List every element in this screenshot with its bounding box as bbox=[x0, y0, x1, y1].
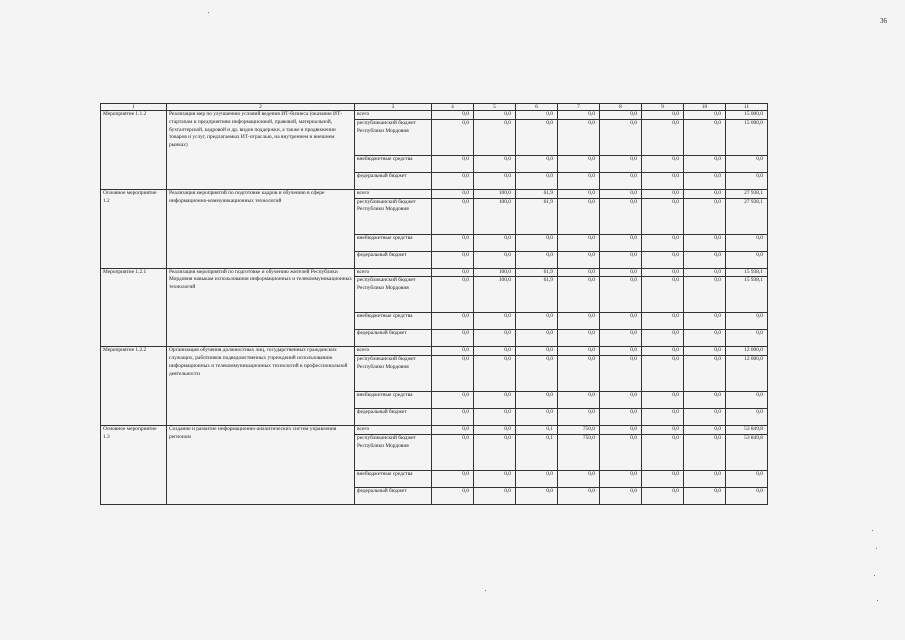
header-cell: 9 bbox=[642, 104, 684, 111]
amount-cell: 0,1 bbox=[516, 435, 558, 471]
amount-cell: 0,0 bbox=[474, 488, 516, 505]
amount-cell: 0,0 bbox=[726, 330, 768, 347]
amount-cell: 0,0 bbox=[642, 488, 684, 505]
amount-cell: 0,0 bbox=[642, 435, 684, 471]
amount-cell: 0,0 bbox=[516, 471, 558, 488]
table-body bbox=[101, 111, 768, 505]
amount-cell: 0,0 bbox=[684, 488, 726, 505]
amount-cell: 0,0 bbox=[558, 488, 600, 505]
amount-cell: 0,0 bbox=[684, 119, 726, 155]
amount-cell: 0,0 bbox=[558, 172, 600, 189]
amount-cell: 0,0 bbox=[474, 435, 516, 471]
page-number: 36 bbox=[880, 17, 887, 25]
amount-cell: 100,0 bbox=[474, 268, 516, 277]
amount-cell: 0,0 bbox=[600, 234, 642, 251]
amount-cell: 0,0 bbox=[726, 392, 768, 409]
measure-code: Мероприятие 1.2.2 bbox=[101, 347, 167, 426]
amount-cell: 0,0 bbox=[642, 330, 684, 347]
amount-cell: 15 000,0 bbox=[726, 111, 768, 120]
amount-cell: 100,0 bbox=[474, 277, 516, 313]
measure-name: Создание и развитие информационно-аналитических систем управления регионом bbox=[167, 426, 355, 505]
amount-cell: 0,0 bbox=[642, 471, 684, 488]
amount-cell: 0,0 bbox=[726, 155, 768, 172]
amount-cell: 0,0 bbox=[600, 435, 642, 471]
amount-cell: 0,0 bbox=[600, 471, 642, 488]
amount-cell: 0,0 bbox=[684, 111, 726, 120]
amount-cell: 61,9 bbox=[516, 268, 558, 277]
funding-source: внебюджетные средства bbox=[355, 313, 432, 330]
amount-cell: 0,0 bbox=[474, 347, 516, 356]
funding-source: внебюджетные средства bbox=[355, 471, 432, 488]
amount-cell: 0,0 bbox=[600, 392, 642, 409]
amount-cell: 0,0 bbox=[600, 347, 642, 356]
header-cell: 7 bbox=[558, 104, 600, 111]
amount-cell: 0,0 bbox=[726, 251, 768, 268]
amount-cell: 0,0 bbox=[600, 488, 642, 505]
scan-speck bbox=[485, 590, 486, 591]
amount-cell: 0,0 bbox=[600, 198, 642, 234]
header-cell: 5 bbox=[474, 104, 516, 111]
amount-cell: 0,0 bbox=[432, 119, 474, 155]
measure-code: Основное мероприятие 1.3 bbox=[101, 426, 167, 505]
amount-cell: 0,0 bbox=[684, 435, 726, 471]
amount-cell: 0,0 bbox=[474, 471, 516, 488]
amount-cell: 61,9 bbox=[516, 189, 558, 198]
amount-cell: 0,0 bbox=[684, 268, 726, 277]
amount-cell: 0,0 bbox=[642, 356, 684, 392]
amount-cell: 0,0 bbox=[642, 426, 684, 435]
scan-speck bbox=[874, 575, 875, 576]
amount-cell: 0,0 bbox=[474, 234, 516, 251]
amount-cell: 0,0 bbox=[642, 111, 684, 120]
amount-cell: 0,0 bbox=[474, 119, 516, 155]
amount-cell: 0,0 bbox=[684, 426, 726, 435]
amount-cell: 100,0 bbox=[474, 198, 516, 234]
amount-cell: 0,0 bbox=[516, 234, 558, 251]
header-cell: 4 bbox=[432, 104, 474, 111]
amount-cell: 0,0 bbox=[432, 189, 474, 198]
amount-cell: 0,0 bbox=[642, 189, 684, 198]
scan-speck bbox=[872, 530, 873, 531]
amount-cell: 0,0 bbox=[432, 111, 474, 120]
funding-source: федеральный бюджет bbox=[355, 172, 432, 189]
amount-cell: 0,0 bbox=[684, 234, 726, 251]
amount-cell: 0,0 bbox=[558, 409, 600, 426]
amount-cell: 0,0 bbox=[474, 426, 516, 435]
header-cell: 1 bbox=[101, 104, 167, 111]
amount-cell: 0,0 bbox=[558, 111, 600, 120]
amount-cell: 15 000,0 bbox=[726, 119, 768, 155]
budget-table bbox=[100, 103, 768, 505]
amount-cell: 0,0 bbox=[432, 471, 474, 488]
amount-cell: 0,0 bbox=[642, 313, 684, 330]
amount-cell: 0,0 bbox=[600, 111, 642, 120]
amount-cell: 15 938,1 bbox=[726, 268, 768, 277]
funding-source: внебюджетные средства bbox=[355, 392, 432, 409]
amount-cell: 0,0 bbox=[516, 155, 558, 172]
measure-name: Реализация мер по улучшению условий ведения ИТ-бизнеса (оказание ИТ-стартапам и предприятиям информационной, правовой, материальной, бухгалтерской, кадровой и др. видов поддержки, а также в продвижении товаров и услуг, предлагаемых ИТ-отраслью, на внутреннем и внешнем рынках) bbox=[167, 111, 355, 190]
funding-source: всего bbox=[355, 426, 432, 435]
amount-cell: 0,0 bbox=[684, 155, 726, 172]
amount-cell: 0,0 bbox=[684, 198, 726, 234]
amount-cell: 0,0 bbox=[726, 471, 768, 488]
amount-cell: 0,0 bbox=[600, 277, 642, 313]
measure-code: Мероприятие 1.2.1 bbox=[101, 268, 167, 347]
measure-code: Основное мероприятие 1.2 bbox=[101, 189, 167, 268]
amount-cell: 750,0 bbox=[558, 435, 600, 471]
funding-source: всего bbox=[355, 347, 432, 356]
amount-cell: 0,0 bbox=[684, 409, 726, 426]
amount-cell: 0,0 bbox=[432, 234, 474, 251]
amount-cell: 0,0 bbox=[516, 330, 558, 347]
amount-cell: 0,0 bbox=[432, 488, 474, 505]
measure-name: Реализация мероприятий по подготовке кадров и обучению в сфере информационно-коммуникационных технологий bbox=[167, 189, 355, 268]
amount-cell: 0,0 bbox=[726, 172, 768, 189]
amount-cell: 0,0 bbox=[600, 313, 642, 330]
amount-cell: 0,0 bbox=[432, 426, 474, 435]
amount-cell: 0,0 bbox=[516, 488, 558, 505]
amount-cell: 0,0 bbox=[432, 268, 474, 277]
amount-cell: 0,0 bbox=[558, 119, 600, 155]
funding-source: республиканский бюджет Республики Мордовия bbox=[355, 119, 432, 155]
funding-source: федеральный бюджет bbox=[355, 330, 432, 347]
header-row bbox=[101, 104, 768, 111]
amount-cell: 0,0 bbox=[642, 251, 684, 268]
amount-cell: 0,0 bbox=[474, 313, 516, 330]
amount-cell: 0,0 bbox=[558, 155, 600, 172]
amount-cell: 53 849,8 bbox=[726, 435, 768, 471]
amount-cell: 100,0 bbox=[474, 189, 516, 198]
amount-cell: 0,0 bbox=[726, 409, 768, 426]
scan-speck bbox=[877, 600, 878, 601]
amount-cell: 0,0 bbox=[558, 234, 600, 251]
amount-cell: 0,0 bbox=[642, 277, 684, 313]
amount-cell: 0,0 bbox=[432, 356, 474, 392]
amount-cell: 0,0 bbox=[642, 347, 684, 356]
table-row bbox=[101, 426, 768, 435]
amount-cell: 0,0 bbox=[600, 268, 642, 277]
measure-code: Мероприятие 1.1.2 bbox=[101, 111, 167, 190]
amount-cell: 0,0 bbox=[516, 392, 558, 409]
funding-source: республиканский бюджет Республики Мордовия bbox=[355, 198, 432, 234]
amount-cell: 0,0 bbox=[432, 409, 474, 426]
measure-name: Организация обучения должностных лиц, государственных гражданских служащих, работников подведомственных учреждений использованию информационных и телекоммуникационных технологий в профессиональной деятельности bbox=[167, 347, 355, 426]
amount-cell: 0,0 bbox=[600, 330, 642, 347]
amount-cell: 0,0 bbox=[642, 409, 684, 426]
funding-source: федеральный бюджет bbox=[355, 251, 432, 268]
table-row bbox=[101, 111, 768, 120]
amount-cell: 0,0 bbox=[558, 277, 600, 313]
amount-cell: 0,0 bbox=[726, 313, 768, 330]
amount-cell: 61,9 bbox=[516, 277, 558, 313]
amount-cell: 0,0 bbox=[474, 409, 516, 426]
header-cell: 10 bbox=[684, 104, 726, 111]
amount-cell: 12 000,0 bbox=[726, 347, 768, 356]
amount-cell: 0,0 bbox=[516, 347, 558, 356]
amount-cell: 0,0 bbox=[600, 189, 642, 198]
amount-cell: 0,0 bbox=[432, 347, 474, 356]
funding-source: внебюджетные средства bbox=[355, 234, 432, 251]
amount-cell: 0,0 bbox=[684, 313, 726, 330]
table-row bbox=[101, 268, 768, 277]
amount-cell: 0,0 bbox=[474, 111, 516, 120]
amount-cell: 0,0 bbox=[684, 392, 726, 409]
amount-cell: 0,0 bbox=[642, 155, 684, 172]
amount-cell: 0,0 bbox=[474, 330, 516, 347]
amount-cell: 0,0 bbox=[600, 426, 642, 435]
amount-cell: 0,0 bbox=[684, 277, 726, 313]
funding-source: республиканский бюджет Республики Мордовия bbox=[355, 356, 432, 392]
table-row bbox=[101, 347, 768, 356]
funding-source: всего bbox=[355, 268, 432, 277]
funding-source: федеральный бюджет bbox=[355, 488, 432, 505]
amount-cell: 0,0 bbox=[600, 172, 642, 189]
amount-cell: 0,0 bbox=[600, 155, 642, 172]
funding-source: внебюджетные средства bbox=[355, 155, 432, 172]
amount-cell: 0,0 bbox=[558, 392, 600, 409]
header-cell: 2 bbox=[167, 104, 355, 111]
amount-cell: 0,0 bbox=[684, 251, 726, 268]
amount-cell: 0,0 bbox=[558, 189, 600, 198]
amount-cell: 0,0 bbox=[516, 172, 558, 189]
amount-cell: 0,0 bbox=[516, 251, 558, 268]
amount-cell: 0,0 bbox=[432, 198, 474, 234]
funding-source: всего bbox=[355, 189, 432, 198]
amount-cell: 61,9 bbox=[516, 198, 558, 234]
amount-cell: 0,0 bbox=[516, 356, 558, 392]
amount-cell: 0,0 bbox=[684, 356, 726, 392]
header-cell: 8 bbox=[600, 104, 642, 111]
amount-cell: 0,0 bbox=[432, 172, 474, 189]
header-cell: 6 bbox=[516, 104, 558, 111]
header-cell: 3 bbox=[355, 104, 432, 111]
amount-cell: 0,1 bbox=[516, 426, 558, 435]
funding-source: республиканский бюджет Республики Мордовия bbox=[355, 277, 432, 313]
amount-cell: 0,0 bbox=[474, 356, 516, 392]
funding-source: всего bbox=[355, 111, 432, 120]
amount-cell: 0,0 bbox=[642, 172, 684, 189]
amount-cell: 0,0 bbox=[432, 330, 474, 347]
amount-cell: 0,0 bbox=[558, 347, 600, 356]
amount-cell: 0,0 bbox=[642, 392, 684, 409]
amount-cell: 12 000,0 bbox=[726, 356, 768, 392]
amount-cell: 0,0 bbox=[684, 471, 726, 488]
amount-cell: 750,0 bbox=[558, 426, 600, 435]
amount-cell: 0,0 bbox=[516, 111, 558, 120]
amount-cell: 0,0 bbox=[726, 234, 768, 251]
amount-cell: 0,0 bbox=[642, 268, 684, 277]
amount-cell: 0,0 bbox=[642, 119, 684, 155]
amount-cell: 27 938,1 bbox=[726, 198, 768, 234]
measure-name: Реализация мероприятий по подготовке и обучению жителей Республики Мордовия навыкам использования информационных и телекоммуникационных технологий bbox=[167, 268, 355, 347]
amount-cell: 0,0 bbox=[432, 392, 474, 409]
amount-cell: 0,0 bbox=[642, 198, 684, 234]
scan-speck bbox=[208, 12, 209, 13]
header-cell: 11 bbox=[726, 104, 768, 111]
amount-cell: 0,0 bbox=[432, 155, 474, 172]
amount-cell: 0,0 bbox=[558, 251, 600, 268]
amount-cell: 0,0 bbox=[558, 198, 600, 234]
amount-cell: 0,0 bbox=[600, 251, 642, 268]
scan-speck bbox=[876, 548, 877, 549]
amount-cell: 0,0 bbox=[474, 392, 516, 409]
amount-cell: 0,0 bbox=[684, 172, 726, 189]
amount-cell: 0,0 bbox=[474, 155, 516, 172]
amount-cell: 0,0 bbox=[516, 409, 558, 426]
amount-cell: 0,0 bbox=[726, 488, 768, 505]
funding-source: федеральный бюджет bbox=[355, 409, 432, 426]
amount-cell: 0,0 bbox=[642, 234, 684, 251]
amount-cell: 0,0 bbox=[600, 409, 642, 426]
amount-cell: 0,0 bbox=[516, 119, 558, 155]
funding-source: республиканский бюджет Республики Мордовия bbox=[355, 435, 432, 471]
amount-cell: 0,0 bbox=[600, 119, 642, 155]
amount-cell: 0,0 bbox=[432, 435, 474, 471]
amount-cell: 0,0 bbox=[558, 330, 600, 347]
table-row bbox=[101, 189, 768, 198]
amount-cell: 53 849,8 bbox=[726, 426, 768, 435]
amount-cell: 0,0 bbox=[474, 172, 516, 189]
amount-cell: 0,0 bbox=[600, 356, 642, 392]
amount-cell: 0,0 bbox=[432, 251, 474, 268]
amount-cell: 15 938,1 bbox=[726, 277, 768, 313]
amount-cell: 0,0 bbox=[558, 313, 600, 330]
amount-cell: 0,0 bbox=[558, 356, 600, 392]
amount-cell: 0,0 bbox=[684, 189, 726, 198]
amount-cell: 0,0 bbox=[558, 268, 600, 277]
amount-cell: 0,0 bbox=[474, 251, 516, 268]
amount-cell: 27 938,1 bbox=[726, 189, 768, 198]
amount-cell: 0,0 bbox=[558, 471, 600, 488]
amount-cell: 0,0 bbox=[432, 313, 474, 330]
amount-cell: 0,0 bbox=[432, 277, 474, 313]
amount-cell: 0,0 bbox=[684, 347, 726, 356]
amount-cell: 0,0 bbox=[516, 313, 558, 330]
amount-cell: 0,0 bbox=[684, 330, 726, 347]
